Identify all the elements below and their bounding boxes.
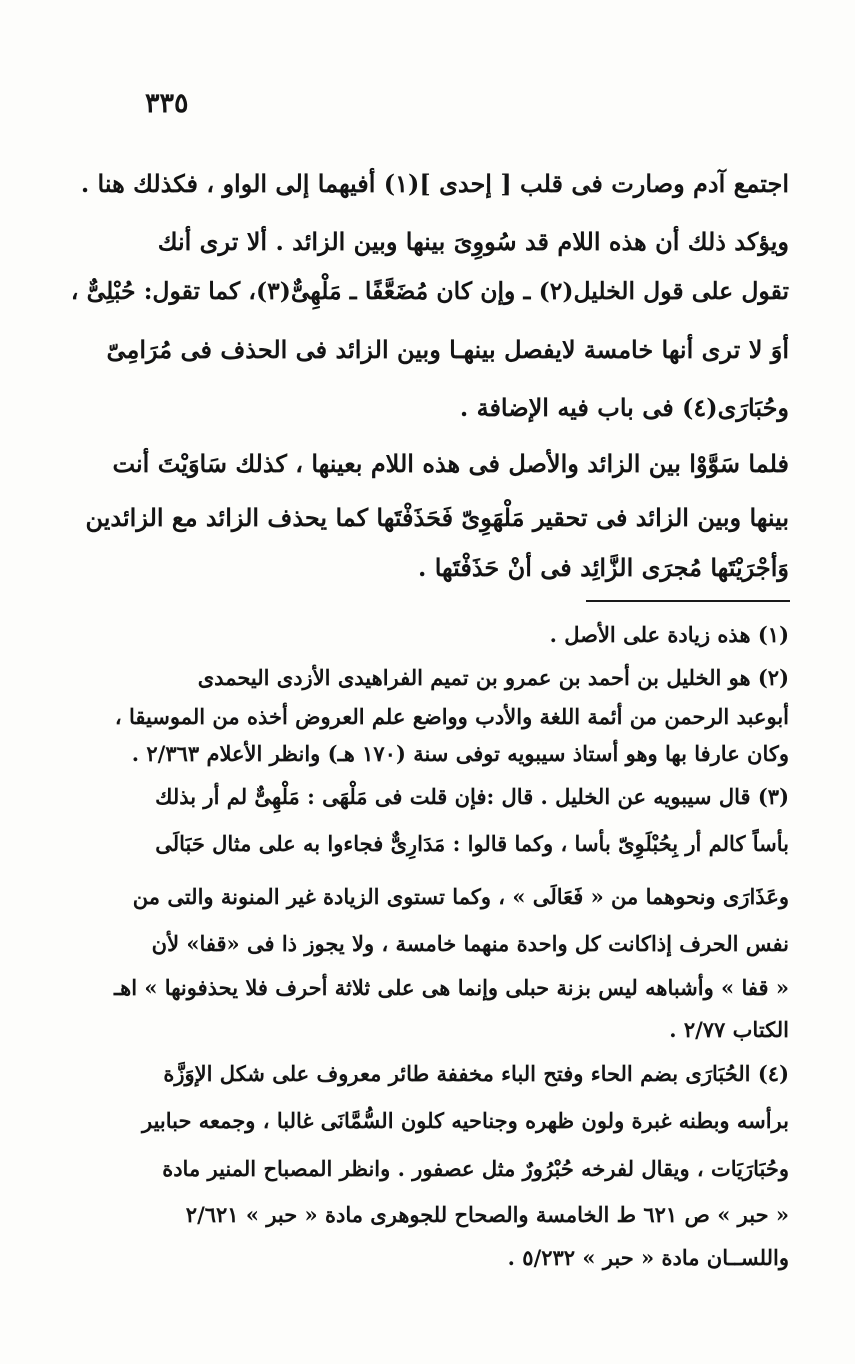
main-text-line: أوَ لا ترى أنها خامسة لايفصل بينهـا وبين الزائد فى الحذف فى مُرَامِىّ <box>106 335 789 364</box>
footnote-line: وعَذَارَى ونحوهما من « فَعَالَى » ، وكما تستوى الزيادة غير المنونة والتى من <box>132 884 789 909</box>
footnote-line: برأسه وبطنه غبرة ولون ظهره وجناحيه كلون السُّمَّانَى غالبا ، وجمعه حبابير <box>142 1108 789 1133</box>
main-text-line: وحُبَارَى(٤) فى باب فيه الإضافة . <box>459 393 789 422</box>
footnote-line: (٢) هو الخليل بن أحمد بن عمرو بن تميم الفراهيدى الأزدى اليحمدى <box>197 665 789 690</box>
main-text-line: اجتمع آدم وصارت فى قلب [ إحدى ](١) أفيهما إلى الواو ، فكذلك هنا . <box>80 169 789 198</box>
footnote-line: واللســان مادة « حبر » ٥/٢٣٢ . <box>507 1245 789 1270</box>
footnote-line: (٤) الحُبَارَى بضم الحاء وفتح الباء مخففة طائر معروف على شكل الإوَزَّة <box>163 1061 789 1086</box>
main-text-line: تقول على قول الخليل(٢) ـ وإن كان مُضَعَّفًا ـ مَلْهِىٌّ(٣)، كما تقول: حُبْلِىٌّ ، <box>70 277 789 305</box>
footnote-line: الكتاب ٢/٧٧ . <box>669 1017 789 1042</box>
footnote-line: نفس الحرف إذاكانت كل واحدة منهما خامسة ، ولا يجوز ذا فى «قفا» لأن <box>151 931 789 956</box>
main-text-line: فلما سَوَّوْا بين الزائد والأصل فى هذه اللام بعينها ، كذلك سَاوَيْتَ أنت <box>112 449 789 478</box>
footnote-separator <box>586 600 790 602</box>
footnote-line: « قفا » وأشباهه ليس بزنة حبلى وإنما هى على ثلاثة أحرف فلا يحذفونها » اهـ <box>114 975 789 1000</box>
page-number: ٣٣٥ <box>145 88 189 119</box>
footnote-line: أبوعبد الرحمن من أئمة اللغة والأدب وواضع علم العروض أخذه من الموسيقا ، <box>114 704 789 729</box>
footnote-line: بأساً كالم أر بِحُبْلَوِىّ بأسا ، وكما قالوا : مَدَارِىٌّ فجاءوا به على مثال حَبَالَى <box>155 831 789 856</box>
main-text-line: بينها وبين الزائد فى تحقير مَلْهَوِىّ فَحَذَفْتَها كما يحذف الزائد مع الزائدين <box>85 503 789 532</box>
footnote-line: وحُبَارَيَات ، ويقال لفرخه حُبْرُورٌ مثل عصفور . وانظر المصباح المنير مادة <box>162 1156 789 1181</box>
footnote-line: (٣) قال سيبويه عن الخليل . قال :فإن قلت فى مَلْهَى : مَلْهِىٌّ لم أر بذلك <box>155 784 789 809</box>
main-text-line: وَأجْرَيْتَها مُجرَى الزَّائِد فى أنْ حَذَفْتَها . <box>418 553 789 582</box>
footnote-line: « حبر » ص ٦٢١ ط الخامسة والصحاح للجوهرى مادة « حبر » ٢/٦٢١ <box>185 1202 789 1227</box>
footnote-line: وكان عارفا بها وهو أستاذ سيبويه توفى سنة (١٧٠ هـ) وانظر الأعلام ٢/٣٦٣ . <box>131 741 789 766</box>
footnote-line: (١) هذه زيادة على الأصل . <box>549 622 789 647</box>
main-text-line: ويؤكد ذلك أن هذه اللام قد سُووِىَ بينها وبين الزائد . ألا ترى أنك <box>157 227 789 256</box>
